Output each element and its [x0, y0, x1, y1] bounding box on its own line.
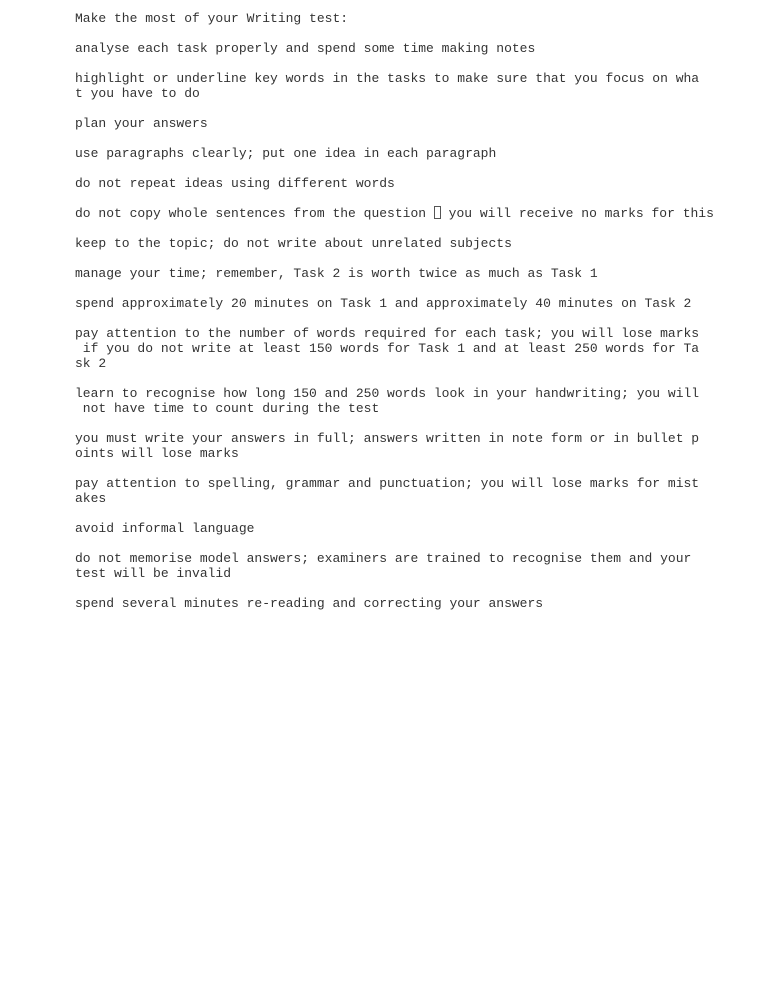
- tip-reread: spend several minutes re-reading and correcting your answers: [75, 596, 544, 611]
- tip-no-copy: [75, 206, 735, 221]
- tip-time-split: spend approximately 20 minutes on Task 1 and approximately 40 minutes on Task 2: [75, 296, 692, 311]
- document-page: [75, 11, 735, 626]
- tip-informal-language: avoid informal language: [75, 521, 255, 536]
- tip-analyse-task: analyse each task properly and spend some time making notes: [75, 41, 536, 56]
- tip-write-in-full: you must write your answers in full; answers written in note form or in bullet p oints will lose marks: [75, 431, 700, 461]
- tip-highlight-key-words: highlight or underline key words in the tasks to make sure that you focus on wha t you have to do: [75, 71, 700, 101]
- tip-word-count: pay attention to the number of words required for each task; you will lose marks if you do not write at least 150 words for Task 1 and at least 250 words for Ta sk 2: [75, 326, 700, 371]
- tip-spelling-grammar: pay attention to spelling, grammar and punctuation; you will lose marks for mist akes: [75, 476, 700, 506]
- tip-manage-time: manage your time; remember, Task 2 is worth twice as much as Task 1: [75, 266, 598, 281]
- document-title: Make the most of your Writing test:: [75, 11, 349, 26]
- tip-model-answers: do not memorise model answers; examiners are trained to recognise them and your test will be invalid: [75, 551, 692, 581]
- tip-keep-topic: keep to the topic; do not write about unrelated subjects: [75, 236, 512, 251]
- tip-no-copy-before: do not copy whole sentences from the question: [75, 206, 434, 221]
- missing-glyph-icon: [434, 206, 441, 219]
- tip-recognise-length: learn to recognise how long 150 and 250 words look in your handwriting; you will not have time to count during the test: [75, 386, 700, 416]
- tip-no-repeat: do not repeat ideas using different words: [75, 176, 395, 191]
- tip-no-copy-after: you will receive no marks for this: [440, 206, 714, 221]
- tip-plan-answers: plan your answers: [75, 116, 208, 131]
- tip-use-paragraphs: use paragraphs clearly; put one idea in each paragraph: [75, 146, 497, 161]
